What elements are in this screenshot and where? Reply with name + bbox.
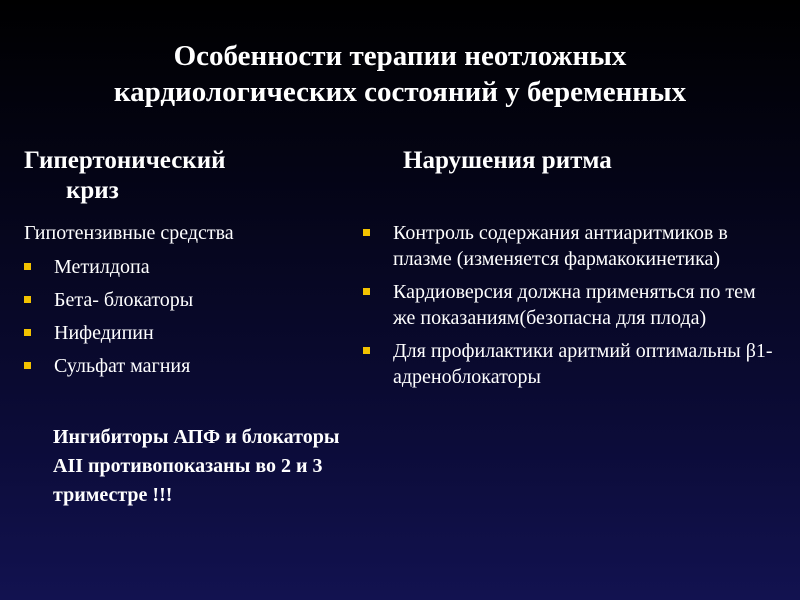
right-column-heading: Нарушения ритма <box>403 147 612 174</box>
list-item-text: Контроль содержания антиаритмиков в плазме (изменяется фармакокинетика) <box>393 222 728 270</box>
square-bullet-icon <box>24 329 31 336</box>
square-bullet-icon <box>363 288 370 295</box>
slide-title-line-2: кардиологических состояний у беременных <box>113 76 687 108</box>
square-bullet-icon <box>24 263 31 270</box>
square-bullet-icon <box>24 296 31 303</box>
left-heading-line-2: криз <box>66 177 119 204</box>
list-item <box>24 254 334 280</box>
left-bullet-list <box>24 254 334 386</box>
square-bullet-icon <box>24 362 31 369</box>
left-column-heading <box>24 146 324 206</box>
left-column-subheading: Гипотензивные средства <box>24 222 234 244</box>
list-item-text: Для профилактики аритмий оптимальны β1- адреноблокаторы <box>393 340 773 388</box>
right-bullet-list <box>363 220 773 397</box>
list-item-text: Метилдопа <box>54 256 150 278</box>
left-heading-line-1: Гипертонический <box>24 147 226 174</box>
list-item-text: Сульфат магния <box>54 355 191 377</box>
list-item-text: Бета- блокаторы <box>54 289 194 311</box>
list-item-text: Нифедипин <box>54 322 154 344</box>
list-item <box>363 220 773 272</box>
list-item <box>363 279 773 331</box>
square-bullet-icon <box>363 229 370 236</box>
contraindication-warning: Ингибиторы АПФ и блокаторы АII противопоказаны во 2 и 3 триместре !!! <box>53 426 340 506</box>
slide-title <box>0 38 800 110</box>
list-item <box>363 338 773 390</box>
list-item <box>24 353 334 379</box>
square-bullet-icon <box>363 347 370 354</box>
slide-title-line-1: Особенности терапии неотложных <box>173 40 627 72</box>
list-item-text: Кардиоверсия должна применяться по тем же показаниям(безопасна для плода) <box>393 281 756 329</box>
list-item <box>24 287 334 313</box>
list-item <box>24 320 334 346</box>
